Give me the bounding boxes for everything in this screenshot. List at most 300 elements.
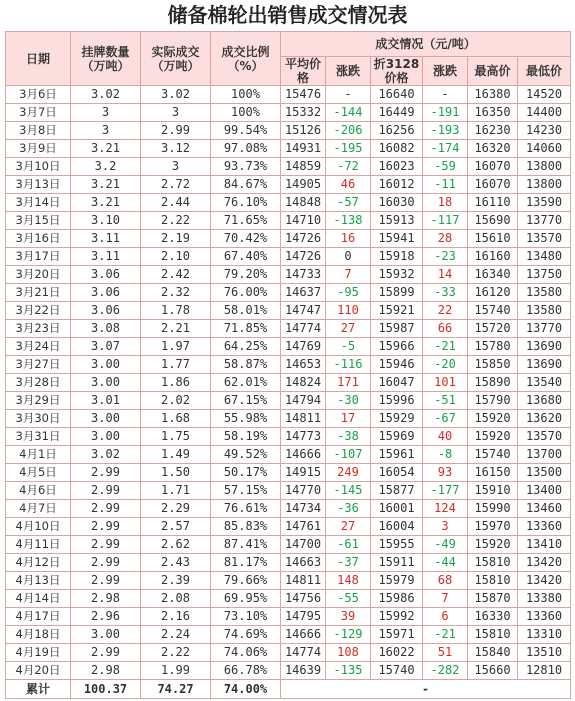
header-date: 日期 — [6, 32, 71, 86]
cell-high: 16380 — [468, 86, 518, 104]
cell-conv-price: 16047 — [371, 374, 423, 392]
cell-conv-price: 15913 — [371, 212, 423, 230]
cell-high: 15810 — [468, 572, 518, 590]
cell-conv-price: 15932 — [371, 266, 423, 284]
cell-date: 3月10日 — [6, 158, 71, 176]
cell-change-1: -30 — [326, 392, 371, 410]
cell-low: 13690 — [518, 356, 571, 374]
cell-conv-price: 15971 — [371, 626, 423, 644]
cell-low: 13420 — [518, 572, 571, 590]
table-row — [6, 266, 571, 284]
cell-ratio: 74.69% — [211, 626, 281, 644]
cell-date: 3月28日 — [6, 374, 71, 392]
cell-ratio: 87.41% — [211, 536, 281, 554]
cell-change-1: 7 — [326, 266, 371, 284]
table-row — [6, 176, 571, 194]
cell-conv-price: 15877 — [371, 482, 423, 500]
cell-high: 16350 — [468, 104, 518, 122]
cell-change-2: -193 — [423, 122, 468, 140]
table-row — [6, 554, 571, 572]
cell-actual: 2.19 — [141, 230, 211, 248]
table-row — [6, 608, 571, 626]
cell-change-2: -67 — [423, 410, 468, 428]
cell-high: 16160 — [468, 248, 518, 266]
cell-conv-price: 15740 — [371, 662, 423, 680]
cell-low: 13570 — [518, 428, 571, 446]
header-change-1: 涨跌 — [326, 57, 371, 86]
cell-actual: 2.22 — [141, 644, 211, 662]
cell-change-1: -129 — [326, 626, 371, 644]
cell-ratio: 74.06% — [211, 644, 281, 662]
cell-conv-price: 15941 — [371, 230, 423, 248]
cell-low: 12810 — [518, 662, 571, 680]
cell-change-2: 124 — [423, 500, 468, 518]
cell-high: 15920 — [468, 536, 518, 554]
cell-listed: 2.99 — [71, 572, 141, 590]
cell-change-1: -95 — [326, 284, 371, 302]
cell-listed: 3.21 — [71, 140, 141, 158]
table-row — [6, 104, 571, 122]
cell-high: 15920 — [468, 410, 518, 428]
cell-listed: 3.00 — [71, 626, 141, 644]
table-row — [6, 302, 571, 320]
cell-change-2: -8 — [423, 446, 468, 464]
cell-listed: 3.08 — [71, 320, 141, 338]
cell-low: 13770 — [518, 212, 571, 230]
cell-date: 4月10日 — [6, 518, 71, 536]
cell-ratio: 55.98% — [211, 410, 281, 428]
cell-change-1: 46 — [326, 176, 371, 194]
cell-high: 15720 — [468, 320, 518, 338]
table-row — [6, 428, 571, 446]
cell-date: 3月21日 — [6, 284, 71, 302]
cell-low: 13800 — [518, 176, 571, 194]
cell-low: 13680 — [518, 392, 571, 410]
cell-listed: 3.02 — [71, 446, 141, 464]
cell-avg-price: 14666 — [281, 626, 326, 644]
cell-listed: 3.21 — [71, 176, 141, 194]
cell-listed: 3.01 — [71, 392, 141, 410]
cell-ratio: 81.17% — [211, 554, 281, 572]
cell-listed: 2.99 — [71, 518, 141, 536]
table-row — [6, 410, 571, 428]
cell-conv-price: 16022 — [371, 644, 423, 662]
cell-change-1: -135 — [326, 662, 371, 680]
cell-change-2: - — [423, 86, 468, 104]
cell-ratio: 71.65% — [211, 212, 281, 230]
cell-low: 13620 — [518, 410, 571, 428]
cell-actual: 2.10 — [141, 248, 211, 266]
cell-high: 16340 — [468, 266, 518, 284]
cell-date: 3月17日 — [6, 248, 71, 266]
total-listed: 100.37 — [71, 680, 141, 699]
cell-low: 13590 — [518, 194, 571, 212]
cell-low: 13570 — [518, 230, 571, 248]
cell-change-2: 93 — [423, 464, 468, 482]
cell-date: 4月20日 — [6, 662, 71, 680]
cell-actual: 1.49 — [141, 446, 211, 464]
cell-date: 3月16日 — [6, 230, 71, 248]
cell-ratio: 62.01% — [211, 374, 281, 392]
cell-date: 3月8日 — [6, 122, 71, 140]
cell-actual: 1.71 — [141, 482, 211, 500]
cell-change-1: 17 — [326, 410, 371, 428]
cell-high: 16110 — [468, 194, 518, 212]
cell-listed: 3.00 — [71, 374, 141, 392]
cell-date: 3月14日 — [6, 194, 71, 212]
cell-date: 4月1日 — [6, 446, 71, 464]
cell-change-2: -59 — [423, 158, 468, 176]
cell-conv-price: 15899 — [371, 284, 423, 302]
sales-table-wrapper — [5, 31, 570, 699]
cell-conv-price: 16030 — [371, 194, 423, 212]
cell-low: 13360 — [518, 608, 571, 626]
cell-actual: 1.97 — [141, 338, 211, 356]
cell-ratio: 67.15% — [211, 392, 281, 410]
total-ratio: 74.00% — [211, 680, 281, 699]
cell-avg-price: 14769 — [281, 338, 326, 356]
cell-change-1: -37 — [326, 554, 371, 572]
cell-conv-price: 15996 — [371, 392, 423, 410]
cell-high: 16120 — [468, 284, 518, 302]
cell-avg-price: 14795 — [281, 608, 326, 626]
cell-change-2: -20 — [423, 356, 468, 374]
cell-change-2: -44 — [423, 554, 468, 572]
cell-change-1: 27 — [326, 320, 371, 338]
cell-ratio: 64.25% — [211, 338, 281, 356]
total-label: 累计 — [6, 680, 71, 699]
cell-date: 4月13日 — [6, 572, 71, 590]
cell-listed: 2.99 — [71, 536, 141, 554]
cell-change-1: -195 — [326, 140, 371, 158]
cell-listed: 2.98 — [71, 662, 141, 680]
cell-listed: 2.98 — [71, 590, 141, 608]
cell-date: 4月17日 — [6, 608, 71, 626]
cell-conv-price: 15992 — [371, 608, 423, 626]
cell-change-2: -51 — [423, 392, 468, 410]
table-row — [6, 158, 571, 176]
cell-low: 13360 — [518, 518, 571, 536]
cell-change-2: -23 — [423, 248, 468, 266]
cell-avg-price: 14666 — [281, 446, 326, 464]
cell-avg-price: 14710 — [281, 212, 326, 230]
cell-ratio: 66.78% — [211, 662, 281, 680]
cell-high: 16070 — [468, 158, 518, 176]
cell-ratio: 58.01% — [211, 302, 281, 320]
cell-change-1: 0 — [326, 248, 371, 266]
cell-ratio: 76.10% — [211, 194, 281, 212]
page-title: 储备棉轮出销售成交情况表 — [167, 3, 408, 27]
cell-avg-price: 14794 — [281, 392, 326, 410]
cell-low: 13500 — [518, 464, 571, 482]
cell-change-2: 7 — [423, 590, 468, 608]
cell-date: 4月12日 — [6, 554, 71, 572]
cell-change-1: -36 — [326, 500, 371, 518]
cell-avg-price: 14848 — [281, 194, 326, 212]
cell-actual: 1.50 — [141, 464, 211, 482]
table-row — [6, 590, 571, 608]
cell-change-2: -21 — [423, 338, 468, 356]
cell-low: 13770 — [518, 320, 571, 338]
cell-actual: 2.16 — [141, 608, 211, 626]
cell-actual: 1.75 — [141, 428, 211, 446]
cell-ratio: 79.66% — [211, 572, 281, 590]
cell-conv-price: 15966 — [371, 338, 423, 356]
cell-avg-price: 14733 — [281, 266, 326, 284]
cell-avg-price: 14726 — [281, 230, 326, 248]
cell-ratio: 85.83% — [211, 518, 281, 536]
cell-avg-price: 14824 — [281, 374, 326, 392]
cell-avg-price: 14931 — [281, 140, 326, 158]
cell-high: 15740 — [468, 446, 518, 464]
cell-high: 15810 — [468, 626, 518, 644]
cell-listed: 3.06 — [71, 302, 141, 320]
cell-low: 13580 — [518, 302, 571, 320]
cell-listed: 2.99 — [71, 644, 141, 662]
header-row-1 — [6, 32, 571, 57]
cell-actual: 2.72 — [141, 176, 211, 194]
cell-date: 3月24日 — [6, 338, 71, 356]
cell-ratio: 99.54% — [211, 122, 281, 140]
cell-ratio: 58.19% — [211, 428, 281, 446]
cell-avg-price: 14915 — [281, 464, 326, 482]
cell-actual: 2.99 — [141, 122, 211, 140]
cell-conv-price: 15987 — [371, 320, 423, 338]
header-ratio: 成交比例（%） — [211, 32, 281, 86]
cell-ratio: 49.52% — [211, 446, 281, 464]
cell-low: 14400 — [518, 104, 571, 122]
cell-high: 15690 — [468, 212, 518, 230]
cell-conv-price: 16001 — [371, 500, 423, 518]
cell-avg-price: 14726 — [281, 248, 326, 266]
cell-low: 13410 — [518, 536, 571, 554]
cell-high: 15850 — [468, 356, 518, 374]
cell-change-2: 14 — [423, 266, 468, 284]
cell-date: 3月20日 — [6, 266, 71, 284]
cell-actual: 3 — [141, 158, 211, 176]
cell-change-1: -206 — [326, 122, 371, 140]
total-actual: 74.27 — [141, 680, 211, 699]
cell-ratio: 79.20% — [211, 266, 281, 284]
cell-listed: 3.00 — [71, 410, 141, 428]
cell-high: 15840 — [468, 644, 518, 662]
header-listed: 挂牌数量（万吨） — [71, 32, 141, 86]
cell-low: 14230 — [518, 122, 571, 140]
table-row — [6, 248, 571, 266]
cell-conv-price: 15969 — [371, 428, 423, 446]
cell-change-2: 66 — [423, 320, 468, 338]
cell-avg-price: 14811 — [281, 410, 326, 428]
cell-low: 13540 — [518, 374, 571, 392]
cell-high: 16070 — [468, 176, 518, 194]
cell-ratio: 84.67% — [211, 176, 281, 194]
total-row — [6, 680, 571, 699]
cell-change-1: -38 — [326, 428, 371, 446]
cell-change-1: 27 — [326, 518, 371, 536]
cell-actual: 2.02 — [141, 392, 211, 410]
cell-listed: 3.00 — [71, 428, 141, 446]
table-body — [6, 86, 571, 680]
cell-high: 15890 — [468, 374, 518, 392]
cell-listed: 2.99 — [71, 500, 141, 518]
cell-actual: 1.68 — [141, 410, 211, 428]
cell-listed: 3.06 — [71, 266, 141, 284]
cell-low: 13800 — [518, 158, 571, 176]
cell-date: 3月27日 — [6, 356, 71, 374]
cell-ratio: 76.00% — [211, 284, 281, 302]
cell-actual: 3 — [141, 104, 211, 122]
cell-change-1: -57 — [326, 194, 371, 212]
header-high: 最高价 — [468, 57, 518, 86]
cell-date: 3月29日 — [6, 392, 71, 410]
table-row — [6, 644, 571, 662]
cell-change-2: 28 — [423, 230, 468, 248]
cell-low: 13690 — [518, 338, 571, 356]
cell-change-2: 40 — [423, 428, 468, 446]
cell-change-1: -5 — [326, 338, 371, 356]
cell-conv-price: 16023 — [371, 158, 423, 176]
cell-change-1: -107 — [326, 446, 371, 464]
cell-change-1: -145 — [326, 482, 371, 500]
cell-actual: 2.22 — [141, 212, 211, 230]
cell-change-2: -174 — [423, 140, 468, 158]
cell-ratio: 97.08% — [211, 140, 281, 158]
cell-ratio: 50.17% — [211, 464, 281, 482]
cell-listed: 3.11 — [71, 230, 141, 248]
cell-change-1: -116 — [326, 356, 371, 374]
cell-change-1: 108 — [326, 644, 371, 662]
cell-actual: 1.86 — [141, 374, 211, 392]
table-row — [6, 536, 571, 554]
cell-date: 3月22日 — [6, 302, 71, 320]
cell-ratio: 100% — [211, 86, 281, 104]
cell-actual: 1.99 — [141, 662, 211, 680]
cell-avg-price: 14653 — [281, 356, 326, 374]
cell-change-1: -61 — [326, 536, 371, 554]
cell-high: 16230 — [468, 122, 518, 140]
cell-date: 3月15日 — [6, 212, 71, 230]
table-row — [6, 374, 571, 392]
table-row — [6, 122, 571, 140]
cell-change-2: -177 — [423, 482, 468, 500]
cell-avg-price: 14734 — [281, 500, 326, 518]
cell-date: 4月11日 — [6, 536, 71, 554]
cell-date: 3月9日 — [6, 140, 71, 158]
cell-listed: 2.96 — [71, 608, 141, 626]
cell-avg-price: 14637 — [281, 284, 326, 302]
cell-date: 3月7日 — [6, 104, 71, 122]
cell-change-2: 3 — [423, 518, 468, 536]
cell-actual: 2.32 — [141, 284, 211, 302]
cell-listed: 3.10 — [71, 212, 141, 230]
cell-avg-price: 15332 — [281, 104, 326, 122]
cell-conv-price: 15979 — [371, 572, 423, 590]
cell-conv-price: 16449 — [371, 104, 423, 122]
sales-table — [5, 31, 571, 699]
header-conv-price: 折3128价格 — [371, 57, 423, 86]
cell-actual: 2.43 — [141, 554, 211, 572]
table-row — [6, 356, 571, 374]
cell-high: 16330 — [468, 608, 518, 626]
cell-high: 15990 — [468, 500, 518, 518]
cell-change-1: 110 — [326, 302, 371, 320]
cell-ratio: 58.87% — [211, 356, 281, 374]
cell-actual: 1.78 — [141, 302, 211, 320]
cell-ratio: 73.10% — [211, 608, 281, 626]
cell-conv-price: 16004 — [371, 518, 423, 536]
cell-actual: 2.57 — [141, 518, 211, 536]
cell-change-2: -191 — [423, 104, 468, 122]
header-deal-group: 成交情况（元/吨） — [281, 32, 571, 57]
table-row — [6, 194, 571, 212]
table-row — [6, 86, 571, 104]
cell-change-1: 39 — [326, 608, 371, 626]
table-row — [6, 464, 571, 482]
cell-change-2: 51 — [423, 644, 468, 662]
cell-actual: 2.42 — [141, 266, 211, 284]
cell-conv-price: 16054 — [371, 464, 423, 482]
table-row — [6, 482, 571, 500]
cell-low: 14060 — [518, 140, 571, 158]
cell-date: 3月23日 — [6, 320, 71, 338]
cell-listed: 3.06 — [71, 284, 141, 302]
cell-date: 3月30日 — [6, 410, 71, 428]
cell-date: 4月14日 — [6, 590, 71, 608]
cell-listed: 3.00 — [71, 356, 141, 374]
cell-high: 15910 — [468, 482, 518, 500]
cell-high: 15920 — [468, 428, 518, 446]
cell-date: 4月19日 — [6, 644, 71, 662]
cell-ratio: 70.42% — [211, 230, 281, 248]
cell-listed: 3.2 — [71, 158, 141, 176]
cell-actual: 2.44 — [141, 194, 211, 212]
table-row — [6, 518, 571, 536]
cell-change-1: 148 — [326, 572, 371, 590]
cell-change-2: 6 — [423, 608, 468, 626]
cell-ratio: 71.85% — [211, 320, 281, 338]
cell-avg-price: 14756 — [281, 590, 326, 608]
cell-high: 16150 — [468, 464, 518, 482]
cell-date: 4月18日 — [6, 626, 71, 644]
cell-low: 13420 — [518, 554, 571, 572]
table-row — [6, 572, 571, 590]
cell-change-2: -49 — [423, 536, 468, 554]
cell-conv-price: 16640 — [371, 86, 423, 104]
cell-change-2: -33 — [423, 284, 468, 302]
cell-conv-price: 15911 — [371, 554, 423, 572]
cell-avg-price: 14774 — [281, 644, 326, 662]
cell-actual: 3.12 — [141, 140, 211, 158]
cell-listed: 3.07 — [71, 338, 141, 356]
cell-date: 3月13日 — [6, 176, 71, 194]
cell-listed: 3 — [71, 122, 141, 140]
cell-change-1: 16 — [326, 230, 371, 248]
cell-high: 15610 — [468, 230, 518, 248]
cell-avg-price: 14774 — [281, 320, 326, 338]
cell-actual: 2.21 — [141, 320, 211, 338]
header-actual: 实际成交（万吨） — [141, 32, 211, 86]
table-row — [6, 284, 571, 302]
cell-low: 13480 — [518, 248, 571, 266]
cell-avg-price: 14663 — [281, 554, 326, 572]
cell-date: 4月6日 — [6, 482, 71, 500]
cell-change-1: -144 — [326, 104, 371, 122]
cell-change-1: - — [326, 86, 371, 104]
cell-avg-price: 14747 — [281, 302, 326, 320]
cell-ratio: 93.73% — [211, 158, 281, 176]
cell-conv-price: 16256 — [371, 122, 423, 140]
cell-conv-price: 15946 — [371, 356, 423, 374]
